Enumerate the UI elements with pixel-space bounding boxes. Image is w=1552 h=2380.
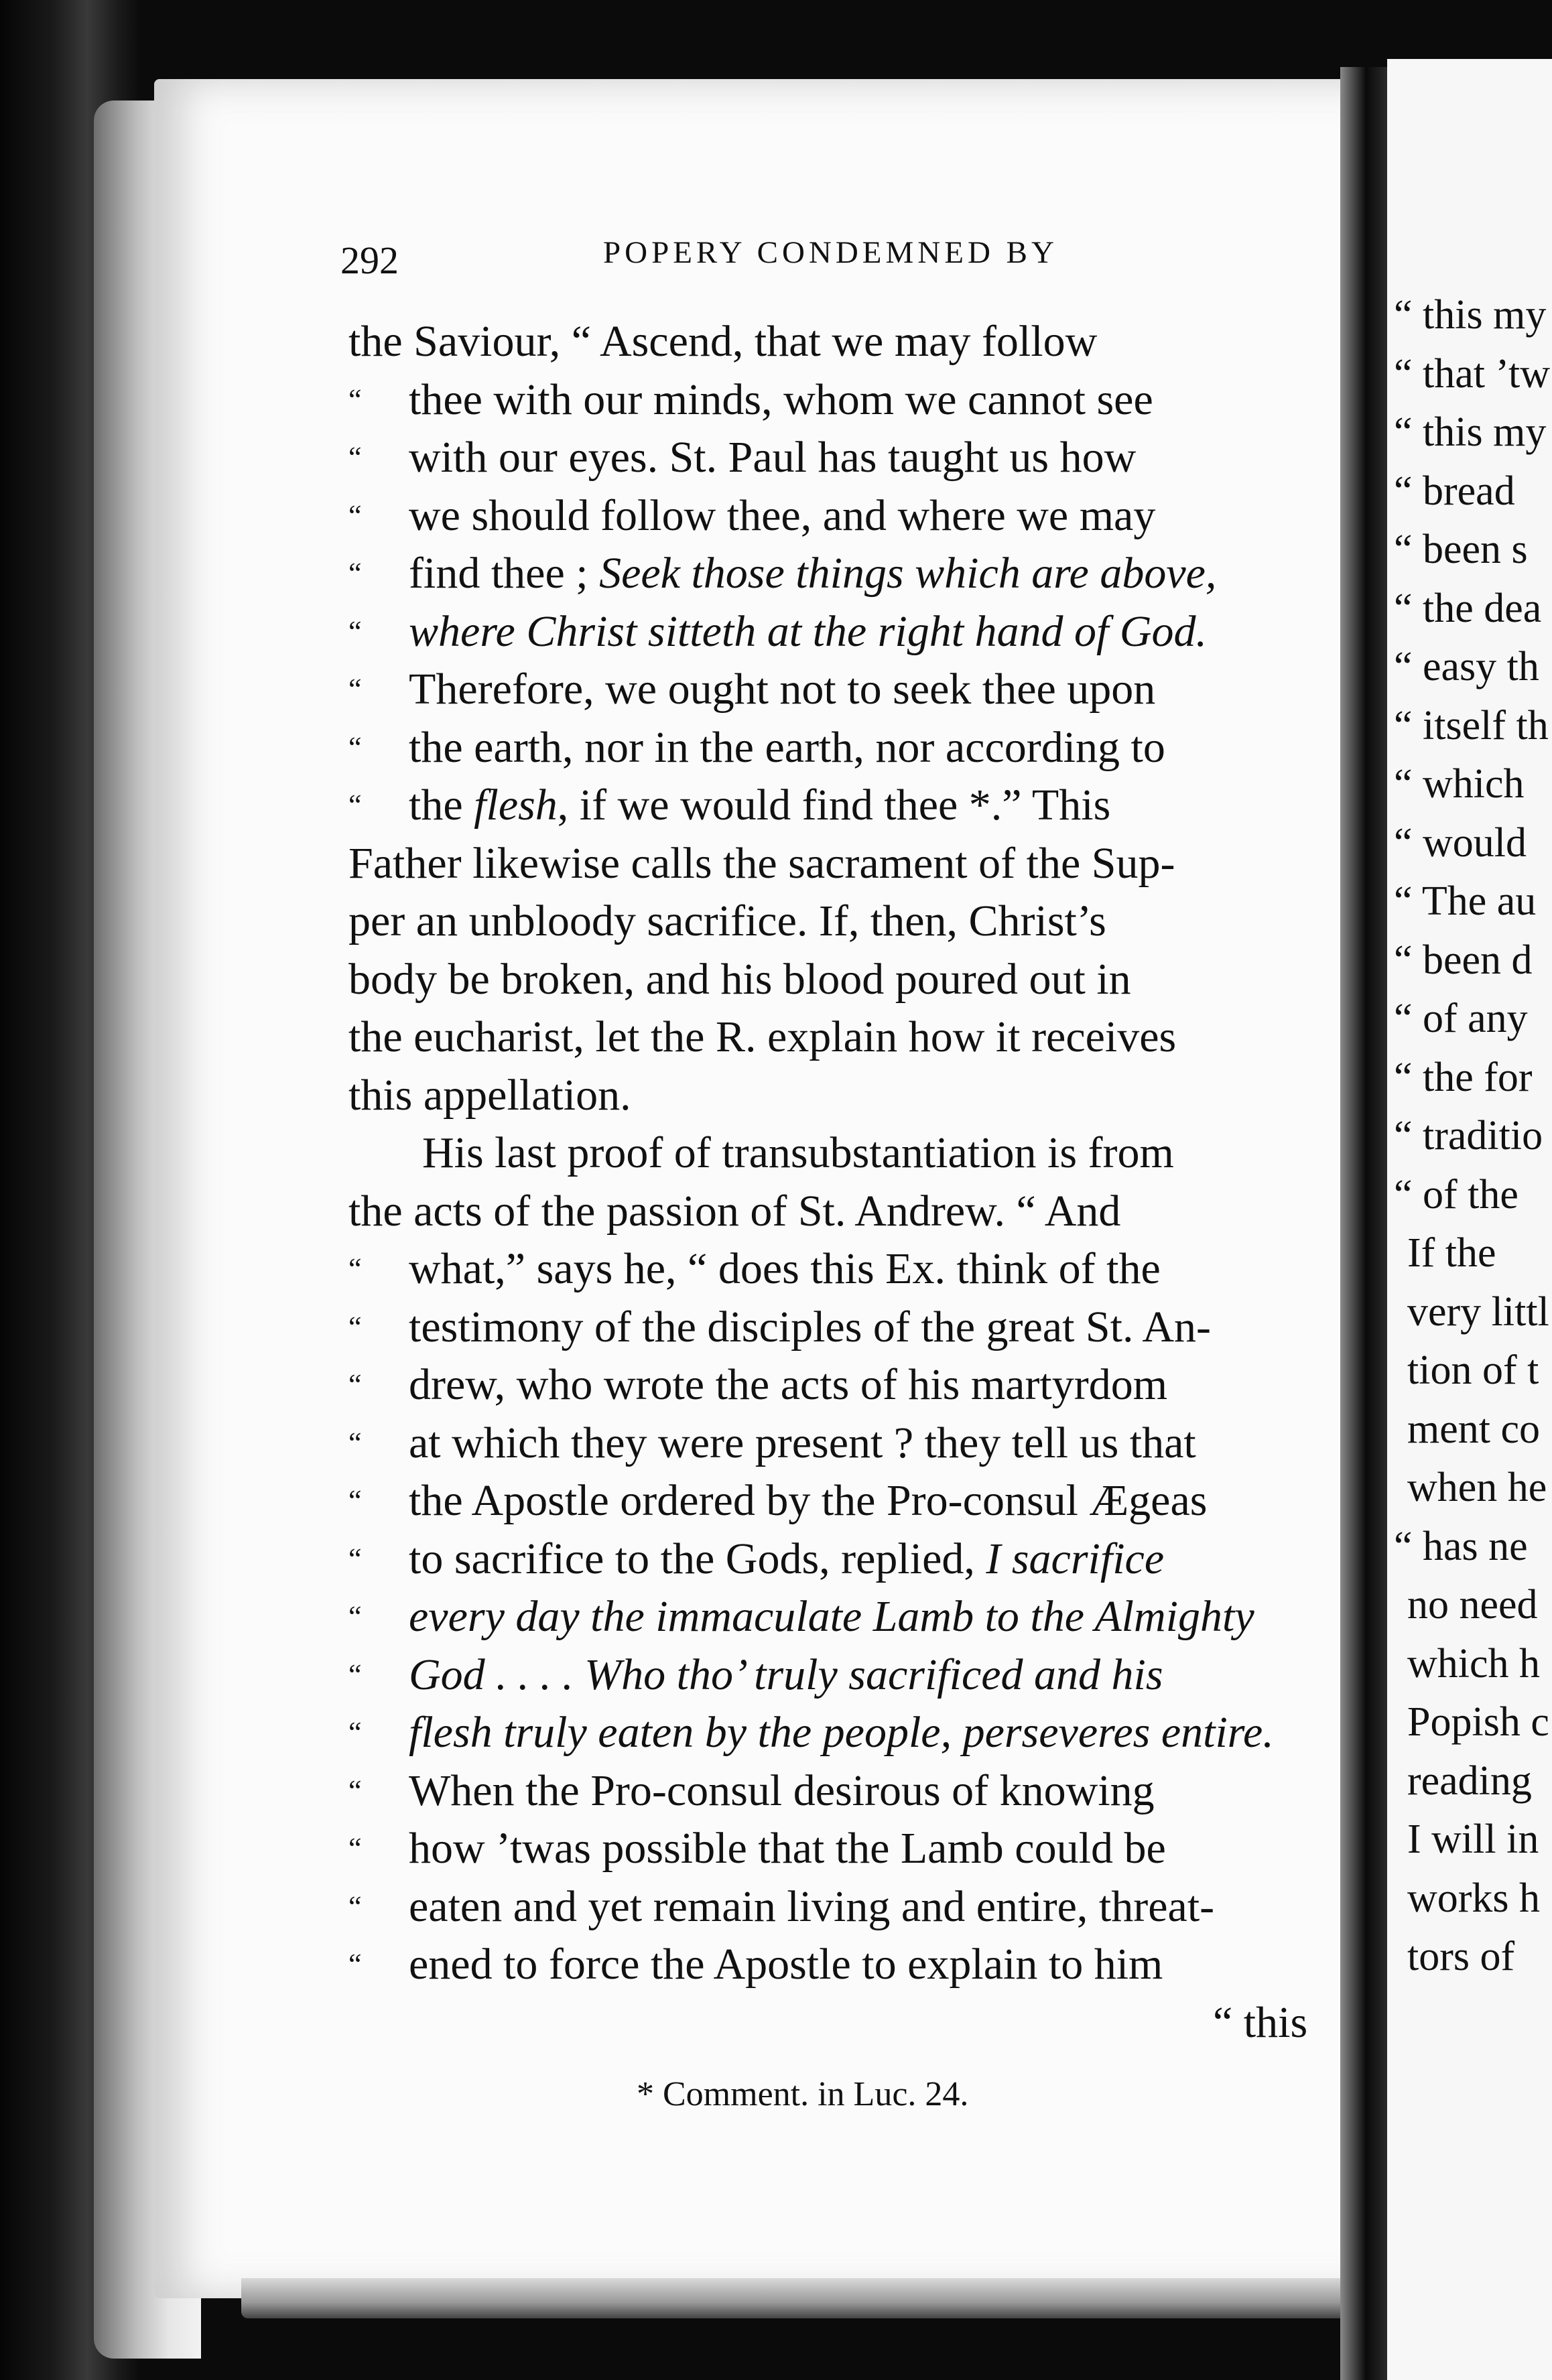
text-span: how ’twas possible that the Lamb could be — [409, 1824, 1166, 1873]
text-span: to sacrifice to the Gods, replied, — [409, 1534, 986, 1583]
quote-mark: “ — [348, 1542, 362, 1575]
quote-mark: “ — [348, 1484, 362, 1517]
quote-mark: “ — [348, 1310, 362, 1343]
quote-mark: “ — [348, 1948, 362, 1981]
text-span: ened to force the Apostle to explain to him — [409, 1940, 1163, 1989]
page-number: 292 — [340, 239, 399, 282]
text-line — [348, 1590, 1254, 1644]
text-line — [348, 431, 1136, 484]
quote-mark: “ — [348, 730, 362, 764]
facing-text-line: Popish c — [1407, 1699, 1549, 1745]
italic-text: God . . . . Who tho’ truly sacrificed and his — [409, 1650, 1163, 1699]
quote-mark: “ — [348, 1716, 362, 1749]
quote-mark: “ — [348, 1890, 362, 1923]
quote-mark: “ — [348, 1252, 362, 1285]
facing-text-line: “ the dea — [1394, 585, 1542, 631]
text-line — [348, 1880, 1214, 1934]
facing-text-line: “ been d — [1394, 937, 1533, 983]
text-line — [348, 1010, 1176, 1064]
text-span: the eucharist, let the R. explain how it receives — [348, 1012, 1177, 1061]
italic-text: flesh truly eaten by the people, perseveres entire. — [409, 1708, 1274, 1757]
quote-mark: “ — [348, 499, 362, 532]
text-line — [348, 953, 1131, 1006]
quote-mark: “ — [348, 789, 362, 821]
text-line — [348, 779, 1110, 832]
italic-text: I sacrifice — [986, 1534, 1165, 1583]
text-line — [348, 1301, 1211, 1354]
text-span: per an unbloody sacrifice. If, then, Christ’s — [348, 897, 1106, 945]
text-span: find thee ; — [409, 549, 600, 598]
text-span: Therefore, we ought not to seek thee upon — [409, 665, 1156, 714]
facing-text-line: “ would — [1394, 819, 1527, 866]
facing-text-line: “ easy th — [1394, 644, 1539, 689]
text-span: the earth, nor in the earth, nor according to — [409, 722, 1165, 772]
quote-mark: “ — [348, 1658, 362, 1691]
facing-text-line: ment co — [1407, 1406, 1540, 1452]
text-line — [348, 547, 1216, 600]
text-span: this appellation. — [348, 1070, 631, 1120]
facing-text-line: “ this my — [1394, 409, 1547, 455]
text-span: thee with our minds, whom we cannot see — [409, 375, 1153, 424]
text-span: testimony of the disciples of the great St. An- — [409, 1302, 1211, 1351]
italic-text: flesh — [474, 781, 558, 830]
quote-mark: “ — [348, 1600, 362, 1633]
text-span: we should follow thee, and where we may — [409, 490, 1156, 540]
facing-text-line: “ itself th — [1394, 702, 1549, 748]
text-line — [348, 1185, 1120, 1238]
text-line — [348, 1822, 1166, 1875]
facing-text-line: very littl — [1407, 1288, 1549, 1335]
text-line — [348, 315, 1097, 369]
quote-mark: “ — [348, 1368, 362, 1401]
text-line — [348, 663, 1155, 716]
facing-text-line: reading — [1407, 1758, 1532, 1804]
text-line — [348, 605, 1207, 659]
facing-text-line: “ of the — [1394, 1171, 1518, 1217]
text-line — [348, 1416, 1196, 1470]
text-span: When the Pro-consul desirous of knowing — [409, 1766, 1155, 1815]
text-line — [348, 1242, 1161, 1296]
text-line — [348, 721, 1165, 775]
quote-mark: “ — [348, 1832, 362, 1865]
text-line — [348, 895, 1106, 948]
quote-mark: “ — [348, 441, 362, 474]
quote-mark: “ — [348, 383, 362, 416]
facing-text-line: “ of any — [1394, 996, 1528, 1041]
text-span: “ this — [1213, 1997, 1308, 2047]
text-line — [348, 837, 1175, 890]
text-span: with our eyes. St. Paul has taught us how — [409, 433, 1137, 482]
facing-text-line: which h — [1407, 1640, 1541, 1687]
facing-text-line: “ has ne — [1394, 1523, 1528, 1569]
text-span: His last proof of transubstantiation is from — [422, 1128, 1174, 1177]
text-line — [348, 1069, 631, 1122]
footnote: * Comment. in Luc. 24. — [637, 2075, 969, 2113]
running-head: POPERY CONDEMNED BY — [603, 235, 1058, 270]
italic-text: where Christ sitteth at the right hand of God. — [409, 606, 1208, 656]
text-span: the Saviour, “ Ascend, that we may follow — [348, 317, 1098, 366]
quote-mark: “ — [348, 557, 362, 590]
facing-text-line: “ been s — [1394, 527, 1528, 572]
facing-text-line: tors of — [1407, 1934, 1515, 1979]
facing-text-line: tion of t — [1407, 1347, 1539, 1393]
text-span: the acts of the passion of St. Andrew. “ And — [348, 1186, 1121, 1236]
quote-mark: “ — [348, 1426, 362, 1459]
facing-text-line: works h — [1407, 1875, 1541, 1921]
text-span: body be broken, and his blood poured out in — [348, 954, 1131, 1004]
facing-text-line: I will in — [1407, 1816, 1539, 1862]
italic-text: every day the immaculate Lamb to the Almighty — [409, 1592, 1254, 1641]
page-bottom-edge — [241, 2278, 1380, 2318]
facing-text-line: no need — [1407, 1582, 1538, 1628]
book-gutter — [1340, 67, 1387, 2380]
text-span: the — [409, 781, 474, 830]
text-line — [348, 1358, 1167, 1412]
text-line — [348, 1938, 1163, 1991]
text-line — [348, 1532, 1164, 1586]
quote-mark: “ — [348, 614, 362, 648]
quote-mark: “ — [348, 1774, 362, 1807]
facing-text-line: “ this my — [1394, 292, 1547, 338]
facing-text-line: If the — [1407, 1230, 1496, 1276]
text-line — [348, 1706, 1274, 1760]
text-line — [348, 489, 1155, 543]
text-span: Father likewise calls the sacrament of the Sup- — [348, 838, 1175, 888]
facing-text-line: when he — [1407, 1465, 1547, 1510]
italic-text: Seek those things which are above, — [599, 549, 1217, 598]
facing-text-line: “ the for — [1394, 1054, 1533, 1100]
text-span: , if we would find thee *.” This — [557, 781, 1111, 830]
facing-text-line: “ The au — [1394, 878, 1537, 924]
facing-text-line: “ that ’tw — [1394, 350, 1551, 397]
text-line — [348, 1474, 1207, 1528]
text-line — [348, 1648, 1163, 1702]
text-line — [348, 1764, 1155, 1818]
text-line — [422, 1126, 1174, 1180]
text-span: at which they were present ? they tell us that — [409, 1418, 1196, 1467]
facing-text-line: “ bread — [1394, 468, 1515, 514]
facing-text-line: “ which — [1394, 761, 1525, 807]
text-span: eaten and yet remain living and entire, threat- — [409, 1881, 1215, 1931]
text-span: the Apostle ordered by the Pro-consul Ægeas — [409, 1476, 1208, 1525]
text-line — [348, 373, 1153, 427]
quote-mark: “ — [348, 673, 362, 706]
text-span: what,” says he, “ does this Ex. think of the — [409, 1244, 1161, 1293]
text-line — [1213, 1996, 1307, 2050]
facing-text-line: “ traditio — [1394, 1113, 1543, 1159]
text-span: drew, who wrote the acts of his martyrdom — [409, 1360, 1168, 1409]
